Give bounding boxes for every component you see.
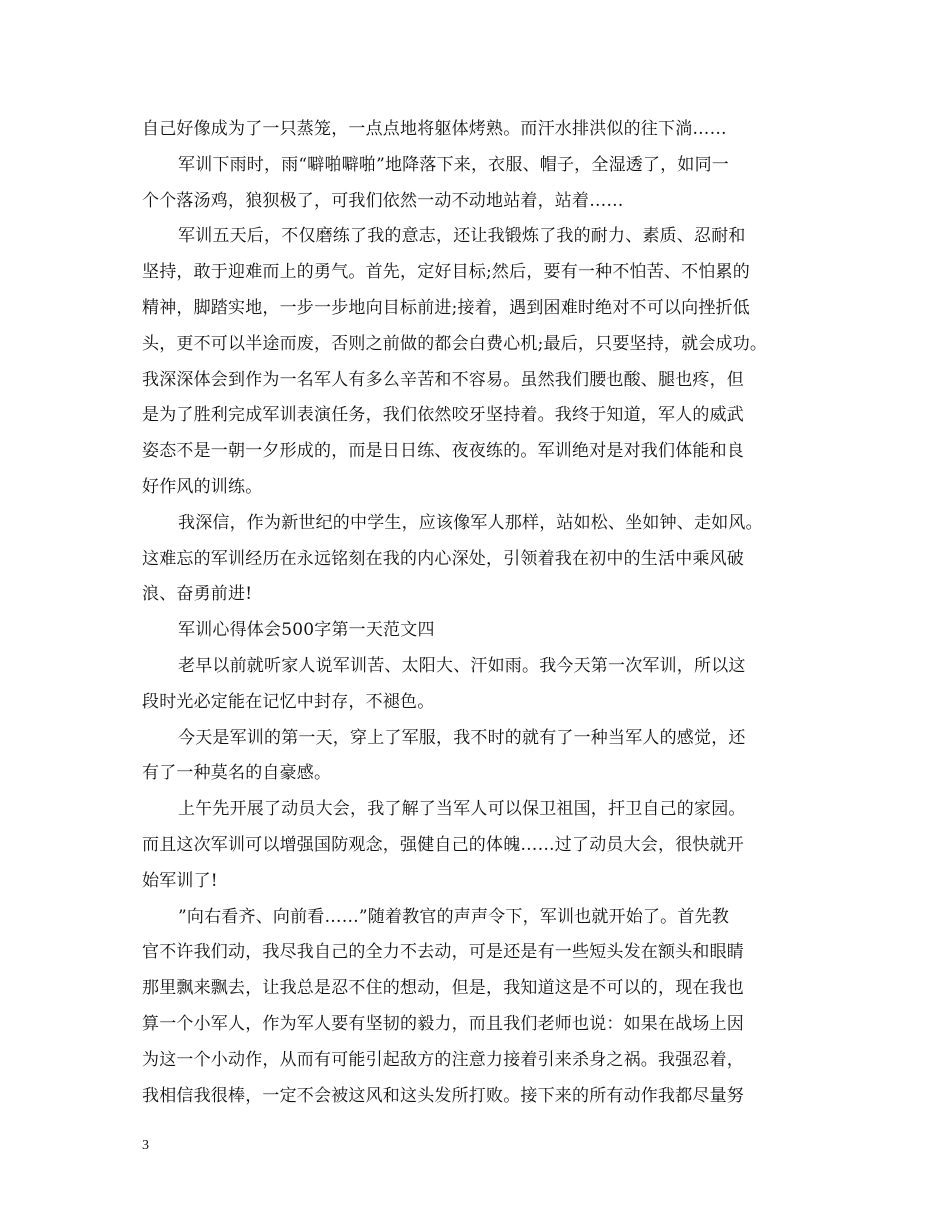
text-line: 是为了胜利完成军训表演任务，我们依然咬牙坚持着。我终于知道，军人的威武 xyxy=(142,405,744,426)
text-line: 算一个小军人，作为军人要有坚韧的毅力，而且我们老师也说：如果在战场上因 xyxy=(142,1013,744,1034)
text-line: 精神，脚踏实地，一步一步地向目标前进;接着，遇到困难时绝对不可以向挫折低 xyxy=(142,297,750,318)
text-line: 个个落汤鸡，狼狈极了，可我们依然一动不动地站着，站着…… xyxy=(142,190,624,211)
text-line: 为这一个小动作，从而有可能引起敌方的注意力接着引来杀身之祸。我强忍着， xyxy=(142,1049,744,1070)
text-line: 上午先开展了动员大会，我了解了当军人可以保卫祖国，扞卫自己的家园。 xyxy=(178,799,746,820)
text-line: 始军训了! xyxy=(142,870,218,891)
text-line: 姿态不是一朝一夕形成的，而是日日练、夜夜练的。军训绝对是对我们体能和良 xyxy=(142,441,744,462)
text-line: 那里飘来飘去，让我总是忍不住的想动，但是，我知道这是不可以的，现在我也 xyxy=(142,978,744,999)
body-text xyxy=(142,112,822,1114)
text-line: 坚持，敢于迎难而上的勇气。首先，定好目标;然后，要有一种不怕苦、不怕累的 xyxy=(142,262,750,283)
text-line: 我相信我很棒，一定不会被这风和这头发所打败。接下来的所有动作我都尽量努 xyxy=(142,1085,744,1106)
text-line: 今天是军训的第一天，穿上了军服，我不时的就有了一种当军人的感觉，还 xyxy=(178,727,746,748)
text-line: 自己好像成为了一只蒸笼，一点点地将躯体烤熟。而汗水排洪似的往下淌…… xyxy=(142,119,727,139)
text-line: 官不许我们动，我尽我自己的全力不去动，可是还是有一些短头发在额头和眼睛 xyxy=(142,942,744,963)
text-line: 有了一种莫名的自豪感。 xyxy=(142,763,332,784)
text-line: 我深深体会到作为一名军人有多么辛苦和不容易。虽然我们腰也酸、腿也疼，但 xyxy=(142,369,744,390)
text-line: 军训五天后，不仅磨练了我的意志，还让我锻炼了我的耐力、素质、忍耐和 xyxy=(178,226,746,247)
text-line: 头，更不可以半途而废，否则之前做的都会白费心机;最后，只要坚持，就会成功。 xyxy=(142,333,768,354)
text-line: 这难忘的军训经历在永远铭刻在我的内心深处，引领着我在初中的生活中乘风破 xyxy=(142,548,744,569)
text-line: 浪、奋勇前进! xyxy=(142,584,253,605)
text-line: ”向右看齐、向前看……”随着教官的声声令下，军训也就开始了。首先教 xyxy=(178,906,729,927)
text-line: 而且这次军训可以增强国防观念，强健自己的体魄……过了动员大会，很快就开 xyxy=(142,834,744,855)
text-line: 好作风的训练。 xyxy=(142,476,263,497)
text-line: 军训下雨时，雨“噼啪噼啪”地降落下来，衣服、帽子，全湿透了，如同一 xyxy=(178,154,729,175)
text-line: 老早以前就听家人说军训苦、太阳大、汗如雨。我今天第一次军训，所以这 xyxy=(178,655,746,676)
page-number: 3 xyxy=(142,1138,149,1153)
text-line: 军训心得体会500字第一天范文四 xyxy=(178,620,435,641)
text-line: 段时光必定能在记忆中封存，不褪色。 xyxy=(142,691,435,712)
text-line: 我深信，作为新世纪的中学生，应该像军人那样，站如松、坐如钟、走如风。 xyxy=(178,512,763,533)
